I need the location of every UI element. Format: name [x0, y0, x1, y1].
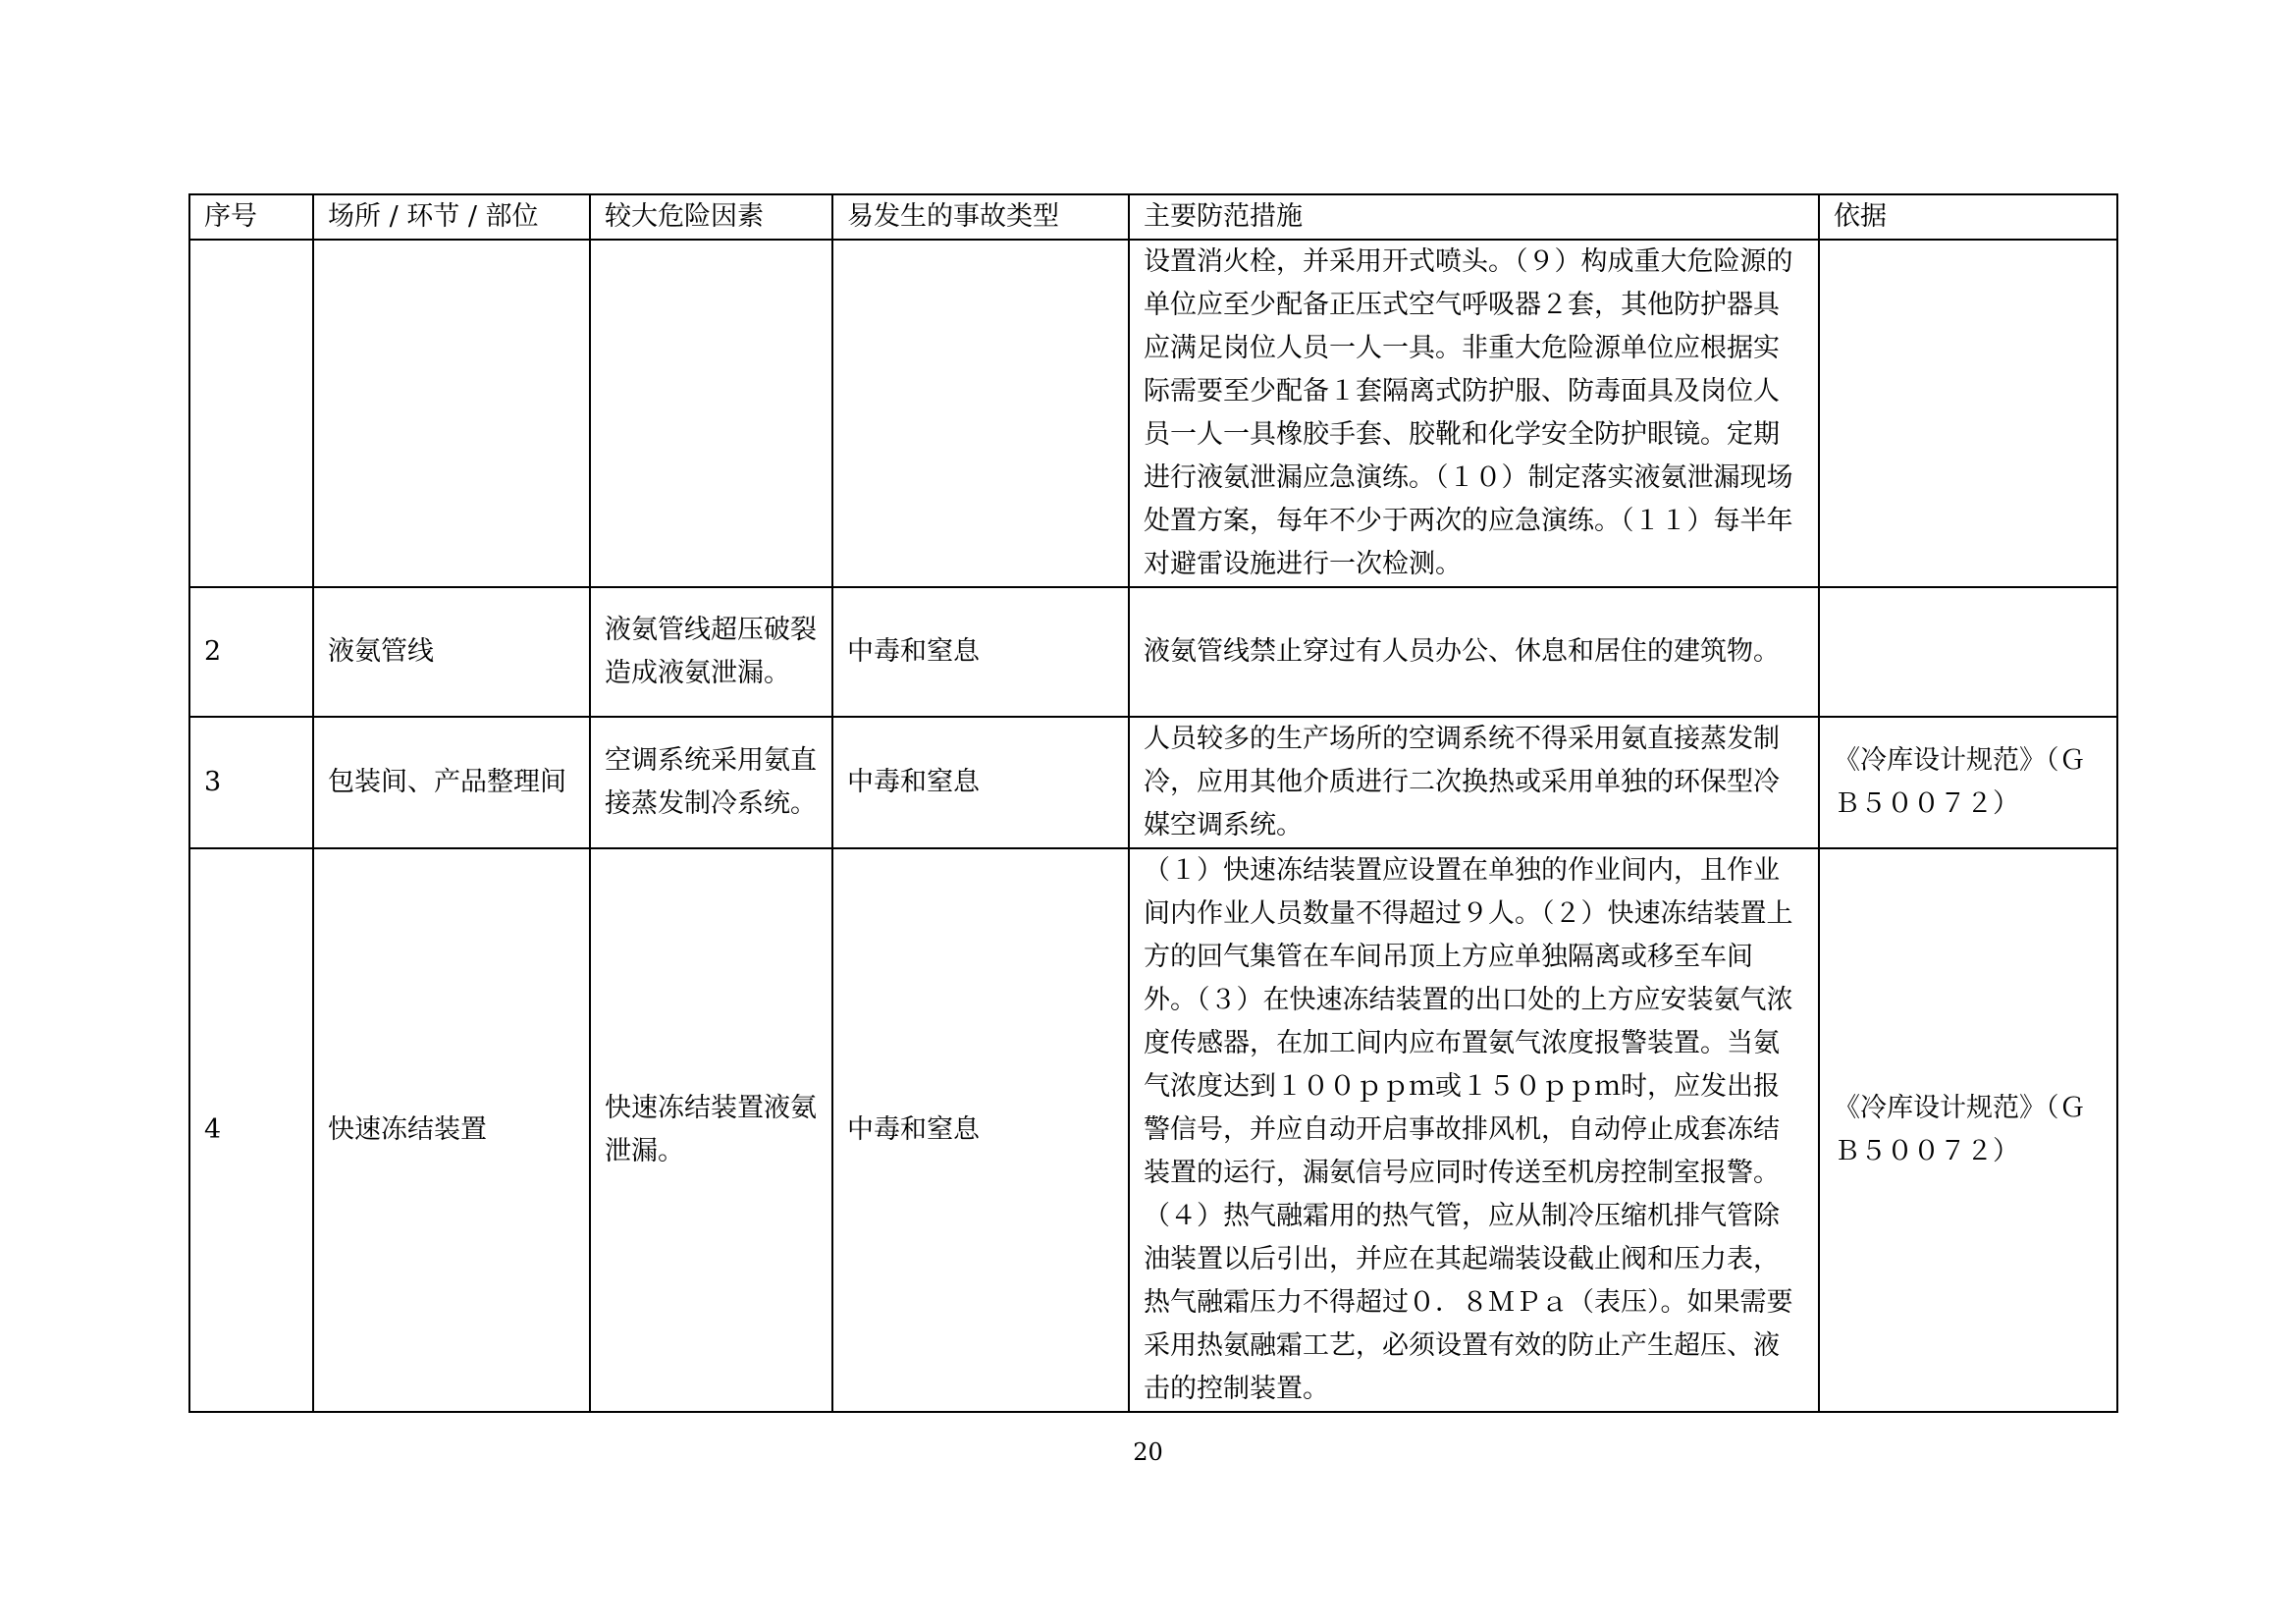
cell-measures: 人员较多的生产场所的空调系统不得采用氨直接蒸发制冷，应用其他介质进行二次换热或采用单独的环保型冷媒空调系统。	[1129, 717, 1819, 848]
table-row	[189, 587, 2117, 717]
cell-accident-type: 中毒和窒息	[832, 717, 1129, 848]
cell-serial-number: 3	[189, 717, 313, 848]
cell-accident-type: 中毒和窒息	[832, 587, 1129, 717]
table-row	[189, 240, 2117, 587]
cell-basis: 《冷库设计规范》（ＧＢ５００７２）	[1819, 848, 2117, 1412]
cell-place: 液氨管线	[313, 587, 590, 717]
cell-place: 包装间、产品整理间	[313, 717, 590, 848]
cell-place	[313, 240, 590, 587]
cell-basis	[1819, 240, 2117, 587]
header-hazard: 较大危险因素	[590, 194, 832, 240]
cell-hazard	[590, 240, 832, 587]
table-row	[189, 848, 2117, 1412]
cell-measures: （１）快速冻结装置应设置在单独的作业间内，且作业间内作业人员数量不得超过９人。（２）快速冻结装置上方的回气集管在车间吊顶上方应单独隔离或移至车间外。（３）在快速冻结装置的出口处的上方应安装氨气浓度传感器，在加工间内应布置氨气浓度报警装置。当氨气浓度达到１００ｐｐｍ或１５０ｐｐｍ时，应发出报警信号，并应自动开启事故排风机，自动停止成套冻结装置的运行，漏氨信号应同时传送至机房控制室报警。（４）热气融霜用的热气管，应从制冷压缩机排气管除油装置以后引出，并应在其起端装设截止阀和压力表，热气融霜压力不得超过０．８ＭＰａ（表压）。如果需要采用热氨融霜工艺，必须设置有效的防止产生超压、液击的控制装置。	[1129, 848, 1819, 1412]
cell-accident-type: 中毒和窒息	[832, 848, 1129, 1412]
header-measures: 主要防范措施	[1129, 194, 1819, 240]
cell-serial-number: 2	[189, 587, 313, 717]
cell-basis: 《冷库设计规范》（ＧＢ５００７２）	[1819, 717, 2117, 848]
page-number: 20	[1133, 1438, 1163, 1466]
header-basis: 依据	[1819, 194, 2117, 240]
table-row	[189, 717, 2117, 848]
cell-measures: 液氨管线禁止穿过有人员办公、休息和居住的建筑物。	[1129, 587, 1819, 717]
cell-serial-number: 4	[189, 848, 313, 1412]
risk-control-table	[188, 193, 2118, 1413]
header-accident-type: 易发生的事故类型	[832, 194, 1129, 240]
cell-place: 快速冻结装置	[313, 848, 590, 1412]
table-header-row	[189, 194, 2117, 240]
header-serial-number: 序号	[189, 194, 313, 240]
cell-accident-type	[832, 240, 1129, 587]
header-place: 场所 / 环节 / 部位	[313, 194, 590, 240]
cell-hazard: 液氨管线超压破裂造成液氨泄漏。	[590, 587, 832, 717]
cell-hazard: 空调系统采用氨直接蒸发制冷系统。	[590, 717, 832, 848]
cell-hazard: 快速冻结装置液氨泄漏。	[590, 848, 832, 1412]
cell-serial-number	[189, 240, 313, 587]
cell-measures: 设置消火栓，并采用开式喷头。（９）构成重大危险源的单位应至少配备正压式空气呼吸器２套，其他防护器具应满足岗位人员一人一具。非重大危险源单位应根据实际需要至少配备１套隔离式防护服、防毒面具及岗位人员一人一具橡胶手套、胶靴和化学安全防护眼镜。定期进行液氨泄漏应急演练。（１０）制定落实液氨泄漏现场处置方案，每年不少于两次的应急演练。（１１）每半年对避雷设施进行一次检测。	[1129, 240, 1819, 587]
cell-basis	[1819, 587, 2117, 717]
document-page	[188, 193, 2116, 1413]
